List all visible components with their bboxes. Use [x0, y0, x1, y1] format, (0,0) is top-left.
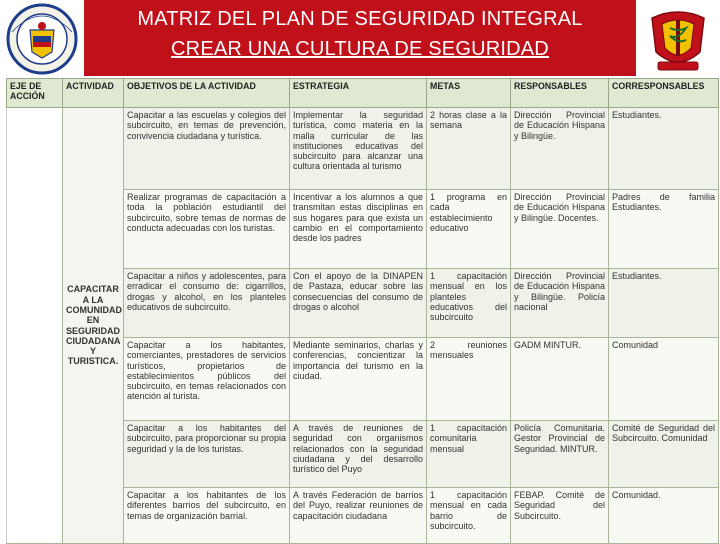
table-row	[7, 108, 719, 190]
page-subtitle: CREAR UNA CULTURA DE SEGURIDAD	[171, 38, 549, 60]
activity-cell: CAPACITAR A LA COMUNIDAD EN SEGURIDAD CIUDADANA Y TURISTICA.	[63, 108, 124, 544]
estrategia-cell: Implementar la seguridad turística, como materia en la malla curricular de las instituciones educativas del subcircuito para alcanzar una cultura orientada al turismo	[290, 108, 427, 190]
meta-cell: 2 reuniones mensuales	[427, 338, 511, 421]
header-objetivos: OBJETIVOS DE LA ACTIVIDAD	[124, 79, 290, 108]
estrategia-cell: Mediante seminarios, charlas y conferencias, concientizar la importancia del turismo en la ciudad.	[290, 338, 427, 421]
objetivo-cell: Capacitar a los habitantes de los diferentes barrios del subcircuito, en temas de organización barrial.	[124, 488, 290, 544]
objetivo-cell: Capacitar a los habitantes, comerciantes, prestadores de servicios turísticos, propietarios de establecimientos públicos del subcircuito, en temas relacionados con atención al turista.	[124, 338, 290, 421]
meta-cell: 1 programa en cada establecimiento educativo	[427, 190, 511, 269]
responsables-cell: Dirección Provincial de Educación Hispana y Bilingüe. Policía nacional	[511, 269, 609, 338]
header	[0, 0, 720, 78]
meta-cell: 1 capacitación comunitaria mensual	[427, 421, 511, 488]
objetivo-cell: Capacitar a los habitantes del subcircuito, para proporcionar su propia seguridad y la de los turistas.	[124, 421, 290, 488]
header-metas: METAS	[427, 79, 511, 108]
eje-cell	[7, 108, 63, 544]
meta-cell: 2 horas clase a la semana	[427, 108, 511, 190]
header-corresponsables: CORRESPONSABLES	[609, 79, 719, 108]
responsables-cell: Dirección Provincial de Educación Hispana y Bilingüe. Docentes.	[511, 190, 609, 269]
university-logo	[2, 2, 82, 76]
title-banner	[84, 0, 636, 76]
objetivo-cell: Realizar programas de capacitación a toda la población estudiantil del subcircuito, sobre temas de normas de conducta adecuadas con los turistas.	[124, 190, 290, 269]
header-estrategia: ESTRATEGIA	[290, 79, 427, 108]
responsables-cell: GADM MINTUR.	[511, 338, 609, 421]
meta-cell: 1 capacitación mensual en los planteles educativos del subcircuito	[427, 269, 511, 338]
corresponsables-cell: Padres de familia Estudiantes.	[609, 190, 719, 269]
header-actividad: ACTIVIDAD	[63, 79, 124, 108]
corresponsables-cell: Comunidad.	[609, 488, 719, 544]
header-eje: EJE DE ACCIÓN	[7, 79, 63, 108]
corresponsables-cell: Comunidad	[609, 338, 719, 421]
responsables-cell: Policía Comunitaria. Gestor Provincial de Seguridad. MINTUR.	[511, 421, 609, 488]
page-title: MATRIZ DEL PLAN DE SEGURIDAD INTEGRAL	[137, 8, 583, 30]
police-crest-logo	[638, 2, 718, 76]
corresponsables-cell: Estudiantes.	[609, 108, 719, 190]
table-header-row	[7, 79, 719, 108]
estrategia-cell: A través de reuniones de seguridad con organismos relacionados con la seguridad ciudadana y del desarrollo turístico del Puyo	[290, 421, 427, 488]
header-responsables: RESPONSABLES	[511, 79, 609, 108]
objetivo-cell: Capacitar a niños y adolescentes, para erradicar el consumo de: cigarrillos, drogas y alcohol, en los planteles educativos de subcircuito.	[124, 269, 290, 338]
security-plan-table	[6, 78, 719, 544]
responsables-cell: Dirección Provincial de Educación Hispana y Bilingüe.	[511, 108, 609, 190]
responsables-cell: FEBAP. Comité de Seguridad del Subcircuito.	[511, 488, 609, 544]
corresponsables-cell: Comité de Seguridad del Subcircuito. Comunidad	[609, 421, 719, 488]
estrategia-cell: Incentivar a los alumnos a que transmitan estas disciplinas en sus hogares para que exista un cambio en el comportamiento desde los padres	[290, 190, 427, 269]
corresponsables-cell: Estudiantes.	[609, 269, 719, 338]
meta-cell: 1 capacitación mensual en cada barrio de subcircuito.	[427, 488, 511, 544]
estrategia-cell: A través Federación de barrios del Puyo, realizar reuniones de capacitación ciudadana	[290, 488, 427, 544]
objetivo-cell: Capacitar a las escuelas y colegios del subcircuito, en temas de prevención, convivencia ciudadana y turística.	[124, 108, 290, 190]
estrategia-cell: Con el apoyo de la DINAPEN de Pastaza, educar sobre las consecuencias del consumo de drogas o alcohol	[290, 269, 427, 338]
